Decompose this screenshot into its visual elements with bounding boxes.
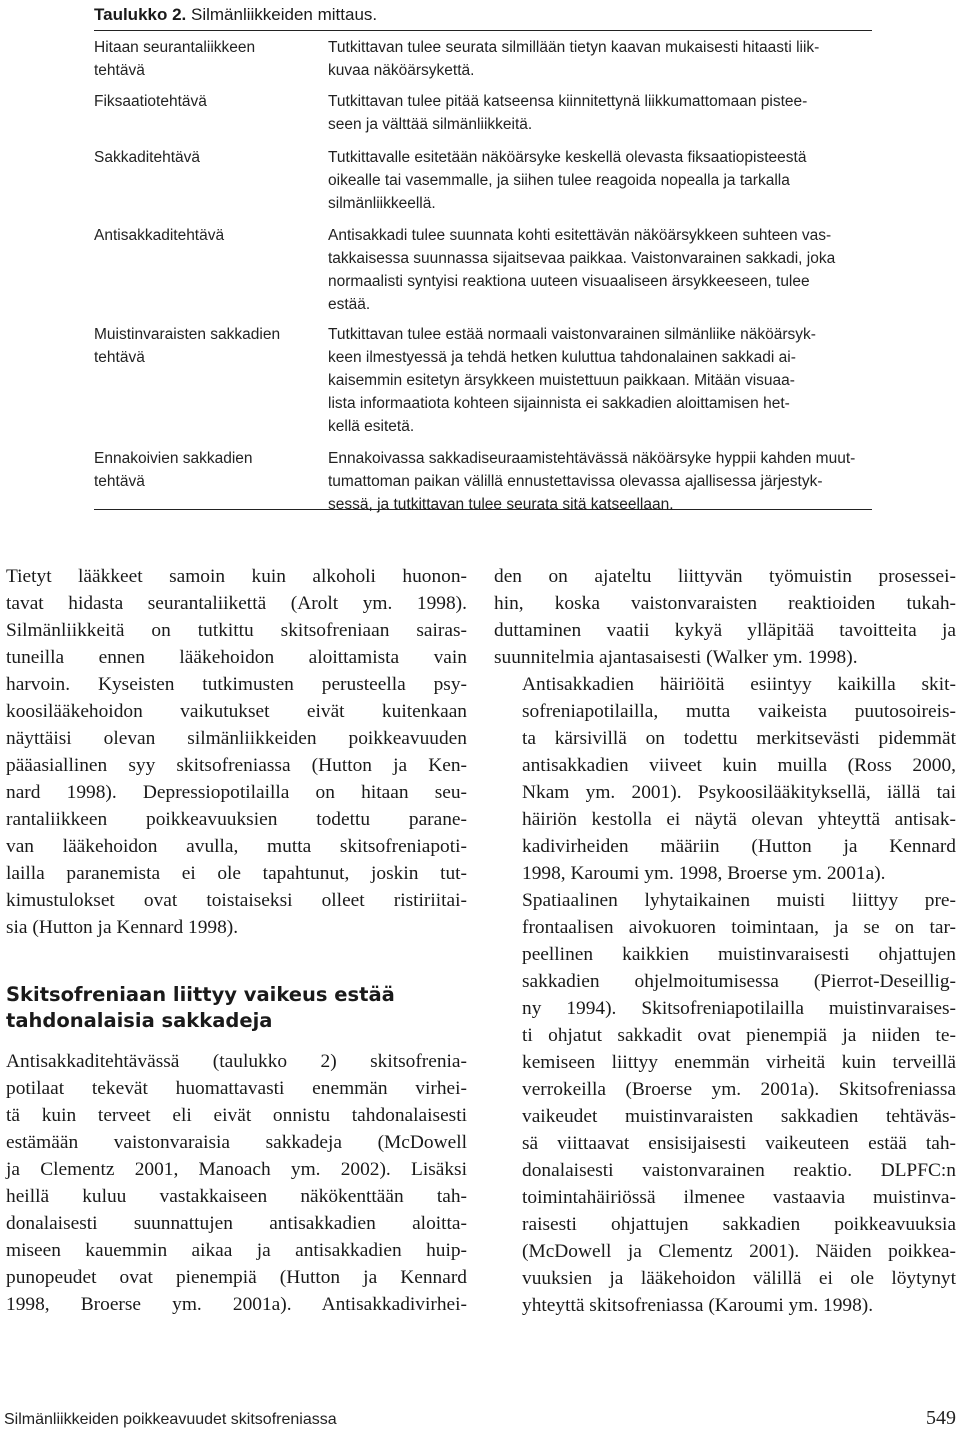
table-row: [94, 36, 874, 90]
table-caption-label: Taulukko 2.: [94, 5, 187, 24]
task-name: Sakkaditehtävä: [94, 149, 200, 166]
task-description: Ennakoivassa sakkadiseuraamistehtävässä näköärsyke hyppii kahden muut- tumattoman paikan välillä ennustettavissa olevassa ajallisessa järjestyk- sessä, ja tutkittavan tulee seurata sitä katseellaan.: [328, 450, 856, 513]
table-row: [94, 224, 874, 323]
table-row: [94, 447, 874, 517]
body-paragraph: Antisakkaditehtävässä (taulukko 2) skitsofrenia- potilaat tekevät huomattavasti enemmän virhei- tä kuin terveet eli eivät onnistu tahdonalaisesti estämään vaistonvaraisia sakkadeja (McDowell ja Clementz 2001, Manoach ym. 2002). Lisäksi heillä kuluu vastakkaiseen näkökenttään tah- donalaisesti suunnattujen antisakkadien aloitta- miseen kauemmin aikaa ja antisakkadien huip- punopeudet ovat pienempiä (Hutton ja Kennard 1998, Broerse ym. 2001a). Antisakkadivirhei-: [6, 1051, 467, 1315]
task-name: Antisakkaditehtävä: [94, 227, 225, 244]
table-caption: [94, 4, 874, 26]
task-name: Fiksaatiotehtävä: [94, 93, 207, 110]
running-footer-title: Silmänliikkeiden poikkeavuudet skitsofreniassa: [4, 1411, 337, 1428]
task-description: Tutkittavan tulee seurata silmillään tietyn kaavan mukaisesti hitaasti liik- kuvaa näköärsykettä.: [328, 39, 820, 79]
table-bottom-rule: [94, 509, 872, 510]
body-paragraph: Spatiaalinen lyhytaikainen muisti liittyy pre- frontaalisen aivokuoren toimintaan, ja se on tar- peellinen kaikkien muistinvaraisesti ohjattujen sakkadien ohjelmoitumisessa (Pierrot-Deseillig- ny 1994). Skitsofreniapotilailla muistinvaraises- ti ohjatut sakkadit ovat pienempiä ja niiden te- kemiseen liittyy enemmän virheitä kuin terveillä verrokeilla (Broerse ym. 2001a). Skitsofreniassa vaikeudet muistinvaraisten sakkadien tehtäväs- sä viittaavat ensisijaisesti vaikeuteen estää tah- donalaisesti vaistonvarainen reaktio. DLPFC:n toimintahäiriössä ilmenee vastaavia muistinva- raisesti ohjattujen sakkadien poikkeavuuksia (McDowell ja Clementz 2001). Näiden poikkea- vuuksien ja lääkehoidon välillä ei ole löytynyt yhteyttä skitsofreniassa (Karoumi ym. 1998).: [522, 890, 956, 1316]
table-caption-text: Silmänliikkeiden mittaus.: [191, 5, 378, 24]
left-column: [6, 563, 467, 1318]
section-heading: Skitsofreniaan liittyy vaikeus estää tahdonalaisia sakkadeja: [6, 983, 395, 1032]
page-number: 549: [926, 1407, 956, 1429]
table-top-rule: [94, 30, 872, 31]
table-row: [94, 90, 874, 146]
right-column: [494, 563, 956, 1319]
task-name: Hitaan seurantaliikkeen tehtävä: [94, 39, 256, 79]
body-paragraph: den on ajateltu liittyvän työmuistin prosessei- hin, koska vaistonvaraisten reaktioiden tukah- duttaminen vaatii kykyä ylläpitää tavoitteita ja suunnitelmia ajantasaisesti (Walker ym. 1998).: [494, 566, 956, 668]
eye-movement-task-table: [94, 36, 874, 517]
table-row: [94, 146, 874, 224]
task-name: Muistinvaraisten sakkadien tehtävä: [94, 326, 281, 366]
task-description: Tutkittavan tulee estää normaali vaistonvarainen silmänliike näköärsyk- keen ilmestyessä ja tehdä hetken kuluttua tahdonalainen sakkadi ai- kaisemmin esitetyn ärsykkeen muistettuun paikkaan. Mitään visuaa- lista informaatiota kohteen sijainnista ei sakkadien aloittamisen het- kellä esitetä.: [328, 326, 816, 435]
table-row: [94, 323, 874, 447]
body-paragraph: Tietyt lääkkeet samoin kuin alkoholi huonon- tavat hidasta seurantaliikettä (Arolt ym. 1998). Silmänliikkeitä on tutkittu skitsofreniaan sairas- tuneilla ennen lääkehoidon aloittamista vain harvoin. Kyseisten tutkimusten perusteella psy- koosilääkehoidon vaikutukset eivät kuitenkaan näyttäisi olevan silmänliikkeiden poikkeavuuden pääasiallinen syy skitsofreniassa (Hutton ja Ken- nard 1998). Depressiopotilailla on hitaan seu- rantaliikkeen poikkeavuuksien todettu parane- van lääkehoidon avulla, mutta skitsofreniapoti- lailla paranemista ei ole tapahtunut, joskin tut- kimustulokset ovat toistaiseksi olleet ristiriitai- sia (Hutton ja Kennard 1998).: [6, 566, 467, 938]
task-description: Antisakkadi tulee suunnata kohti esitettävän näköärsykkeen suhteen vas- takkaisessa suunnassa sijaitsevaa paikkaa. Vaistonvarainen sakkadi, joka normaalisti syntyisi reaktiona uuteen visuaaliseen ärsykkeeseen, tulee estää.: [328, 227, 836, 313]
task-description: Tutkittavalle esitetään näköärsyke keskellä olevasta fiksaatiopisteestä oikealle tai vasemmalle, ja siihen tulee reagoida nopealla ja tarkalla silmänliikkeellä.: [328, 149, 807, 212]
task-name: Ennakoivien sakkadien tehtävä: [94, 450, 253, 490]
body-paragraph: Antisakkadien häiriöitä esiintyy kaikilla skit- sofreniapotilailla, mutta vaikeista puutosoireis- ta kärsivillä on todettu merkitsevästi pidemmät antisakkadien viiveet kuin muilla (Ross 2000, Nkam ym. 2001). Psykoosilääkityksellä, iällä tai häiriön kestolla ei näytä olevan yhteyttä antisak- kadivirheiden määriin (Hutton ja Kennard 1998, Karoumi ym. 1998, Broerse ym. 2001a).: [522, 674, 956, 884]
task-description: Tutkittavan tulee pitää katseensa kiinnitettynä liikkumattomaan pistee- seen ja välttää silmänliikkeitä.: [328, 93, 808, 133]
